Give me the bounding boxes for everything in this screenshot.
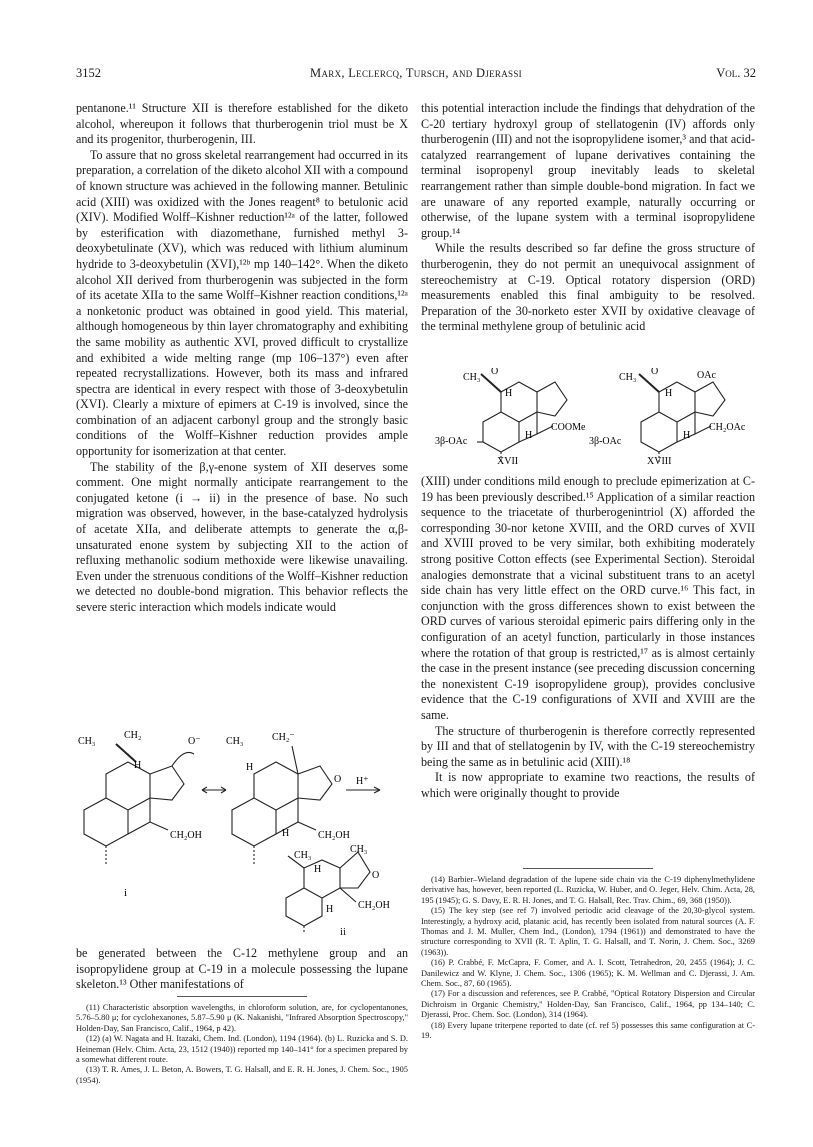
ii-label: ii (340, 926, 347, 938)
left-column-text (76, 101, 408, 616)
left-paragraph-3: The stability of the β,γ-enone system of XII deserves some comment. One might normally anticipate rearrangement to the conjugated ketone (i → ii) in the presence of base. No such migration was observed, however, in the base-catalyzed hydrolysis of acetate XIIa, and deliberate attempts to generate the α,β-unsaturated enone system by subjecting XII to the action of refluxing methanolic sodium methoxide were likewise unavailing. Even under the strenuous conditions of the Wolff–Kishner reduction we detected no double-bond migration. This behavior reflects the severe steric interaction which models indicate would (76, 459, 408, 614)
i-h: H (134, 760, 142, 771)
xvii-ch3: CH₃ (463, 372, 481, 383)
xviii-h-ring: H (683, 430, 691, 441)
xviii-oac-top: OAc (697, 370, 716, 381)
xvii-h-top: H (505, 388, 513, 399)
res-o: O (334, 774, 342, 785)
i-sub: CH₂OH (170, 830, 202, 841)
xviii-ch3: CH₃ (619, 372, 637, 383)
xviii-o: O (651, 368, 659, 377)
right-paragraph-4: The structure of thurberogenin is therefore correctly represented by III and that of stellatogenin by IV, with the C-19 stereochemistry being the same as in betulinic acid (XIII).¹⁸ (421, 723, 755, 769)
footnote-14: (14) Barbier–Wieland degradation of the lupene side chain via the C-19 diphenylmethylidene derivative has, however, been reported (L. Ruzicka, W. Huber, and O. Jeger, Helv. Chim. Acta, 28, 195 (1945); G. S. Davy, E. R. H. Jones, and T. G. Halsall, Rec. Trav. Chim., 69, 368 (1950)). (421, 875, 755, 905)
ii-o: O (372, 870, 380, 881)
structures-xvii-xviii (421, 368, 755, 466)
ii-h-ring: H (326, 904, 334, 915)
ii-ch3a: CH₃ (294, 850, 312, 861)
xvii-o: O (491, 368, 499, 377)
ii-h: H (314, 864, 322, 875)
footnote-17: (17) For a discussion and references, see P. Crabbé, "Optical Rotatory Dispersion and Circular Dichroism in Organic Chemistry," Holden-Day, San Francisco, Calif., 1964, pp 134–140; C. Djerassi, Proc. Chem. Soc. (London), 314 (1964). (421, 989, 755, 1020)
i-ch2: CH₂ (124, 730, 142, 741)
i-label: i (124, 887, 128, 899)
footnote-13: (13) T. R. Ames, J. L. Beton, A. Bowers, T. G. Halsall, and E. R. H. Jones, J. Chem. Soc., 1905 (1954). (76, 1065, 408, 1085)
footnote-12: (12) (a) W. Nagata and H. Itazaki, Chem. Ind. (London), 1194 (1964). (b) L. Ruzicka and S. D. Heineman (Helv. Chim. Acta, 23, 1512 (1940)) reported mp 140–141° for a specimen prepared by a somewhat different route. (76, 1034, 408, 1065)
i-anion: O⁻ (188, 736, 201, 747)
footnote-18: (18) Every lupane triterpene reported to date (cf. ref 5) possesses this same configuration at C-19. (421, 1020, 755, 1041)
xvii-coome: COOMe (551, 422, 586, 433)
res-ch2: CH₂⁻ (272, 732, 295, 743)
right-paragraph-1: this potential interaction include the findings that dehydration of the C-20 tertiary hydroxyl group of stellatogenin (IV) affords only thurberogenin (III) and not the isopropylidene isomer,³ and that acid-catalyzed rearrangement of lupane derivatives containing the terminal isopropenyl group inevitably leads to skeletal rearrangement rather than simple double-bond migration. In fact we are unaware of any reported example, naturally occurring or otherwise, of the lupane system with a terminal isopropylidene group.¹⁴ (421, 101, 755, 240)
xvii-label: XVII (497, 456, 519, 466)
right-column-text (421, 101, 755, 335)
running-title: Marx, Leclercq, Tursch, and Djerassi (310, 66, 522, 80)
res-h: H (246, 762, 254, 773)
footnote-rule (177, 996, 307, 997)
right-paragraph-3: (XIII) under conditions mild enough to preclude epimerization at C-19 has been previously described.¹⁵ Application of a similar reaction sequence to the triacetate of thurberogenintriol (X) afforded the corresponding 30-nor ketone XVIII, and the ORD curves of XVII and XVIII proved to be very similar, both exhibiting moderately strong positive Cotton effects (see Experimental Section). Steroidal analogies demonstrate that a vicinal substituent trans to an acetyl side chain has very little effect on the ORD curve.¹⁶ This fact, in conjunction with the gross differences shown to exist between the ORD curves of various steroidal epimeric pairs differing only in the configuration of an acetyl function, particularly in those instances where the rotation of that group is restricted,¹⁷ as is almost certainly the case in the present instance (see preceding discussion concerning the nonexistent C-19 isopropylidene group), provides conclusive evidence that the C-19 configurations of XVII and XVIII are the same. (421, 474, 755, 722)
ii-sub: CH₂OH (358, 900, 390, 911)
right-paragraph-2: While the results described so far define the gross structure of thurberogenin, they do not permit an unequivocal assignment of stereochemistry at C-19. Optical rotatory dispersion (ORD) measurements enabled this final ambiguity to be resolved. Preparation of the 30-norketo ester XVII by oxidative cleavage of the terminal methylene group of betulinic acid (421, 241, 755, 334)
xviii-ch2oac: CH₂OAc (709, 422, 746, 433)
left-paragraph-4: be generated between the C-12 methylene group and an isopropylidene group at C-19 in a molecule possessing the lupane skeleton.¹³ Other manifestations of (76, 946, 408, 992)
footnote-16: (16) P. Crabbé, F. McCapra, F. Comer, and A. I. Scott, Tetrahedron, 20, 2455 (1964); J. C. Danilewicz and W. Klyne, J. Chem. Soc., 1306 (1965); K. M. Wellman and C. Djerassi, J. Am. Chem. Soc., 87, 60 (1965). (421, 958, 755, 989)
res-sub: CH₂OH (318, 830, 350, 841)
footnote-11: (11) Characteristic absorption wavelengths, in chloroform solution, are, for cyclopentanones, 5.76–5.80 μ; for cyclohexanones, 5.87–5.90 μ (K. Nakanishi, "Infrared Absorption Spectroscopy," Holden-Day, San Francisco, Calif., 1964, p 42). (76, 1003, 408, 1033)
xviii-label: XVIII (647, 456, 672, 466)
page-number: 3152 (76, 66, 101, 80)
res-h-ring: H (282, 828, 290, 839)
footnote-rule-right (523, 868, 653, 869)
volume-label: Vol. 32 (716, 66, 756, 80)
xvii-oac: 3β-OAc (435, 436, 468, 447)
left-paragraph-2: To assure that no gross skeletal rearrangement had occurred in its preparation, a correlation of the diketo alcohol XII with a compound of known structure was achieved in the following manner. Betulinic acid (XIII) was oxidized with the Jones reagent⁸ to betulonic acid (XIV). Modified Wolff–Kishner reduction¹²ᵃ of the latter, followed by esterification with diazomethane, furnished methyl 3-deoxybetulinate (XV), which was reduced with lithium aluminum hydride to 3-deoxybetulin (XVI),¹²ᵇ mp 140–142°. When the diketo alcohol XII derived from thurberogenin was subjected in the form of its acetate XIIa to the same Wolff–Kishner reaction conditions,¹²ᵃ a nonketonic product was obtained in good yield. This material, although homogeneous by thin layer chromatography and exhibiting the same mobility as authentic XVI, proved difficult to crystallize and exhibited a wide melting range (mp 106–137°) even after repeated recrystallizations. However, both its mass and infrared spectra are identical in every respect with those of 3-deoxybetulin (XVI). Clearly a mixture of epimers at C-19 is involved, since the combination of an adjacent carbonyl group and the strongly basic conditions of the Wolff–Kishner reduction provides ample opportunity for isomerization at that center. (76, 147, 408, 459)
right-paragraph-5: It is now appropriate to examine two reactions, the results of which were originally thought to provide (421, 770, 755, 800)
left-footnotes (76, 996, 408, 1086)
left-paragraph-1: pentanone.¹¹ Structure XII is therefore established for the diketo alcohol, whereupon it follows that thurberogenin triol must be X and its progenitor, thurberogenin, III. (76, 101, 408, 147)
h-plus-reagent: H⁺ (356, 776, 369, 787)
running-header (76, 66, 756, 82)
xvii-h-ring: H (525, 430, 533, 441)
i-ch3: CH₃ (78, 736, 96, 747)
footnote-15: (15) The key step (see ref 7) involved periodic acid cleavage of the 20,30-glycol system. Interestingly, a hydroxy acid, platanic acid, has recently been isolated from natural sources (A. F. Thomas and J. M. Muller, Chem Ind., (London), 1794 (1961)) and demonstrated to have the structure corresponding to XVII (R. T. Aplin, T. G. Halsall, and T. Norin, J. Chem. Soc., 3269 (1963)). (421, 906, 755, 957)
xviii-oac: 3β-OAc (589, 436, 622, 447)
ii-ch3b: CH₃ (350, 844, 368, 855)
structure-ii (218, 842, 408, 932)
xviii-h-top: H (665, 388, 673, 399)
left-column-lower-text (76, 946, 408, 993)
right-footnotes (421, 868, 755, 1042)
right-column-lower-text (421, 474, 755, 801)
res-ch3: CH₃ (226, 736, 244, 747)
